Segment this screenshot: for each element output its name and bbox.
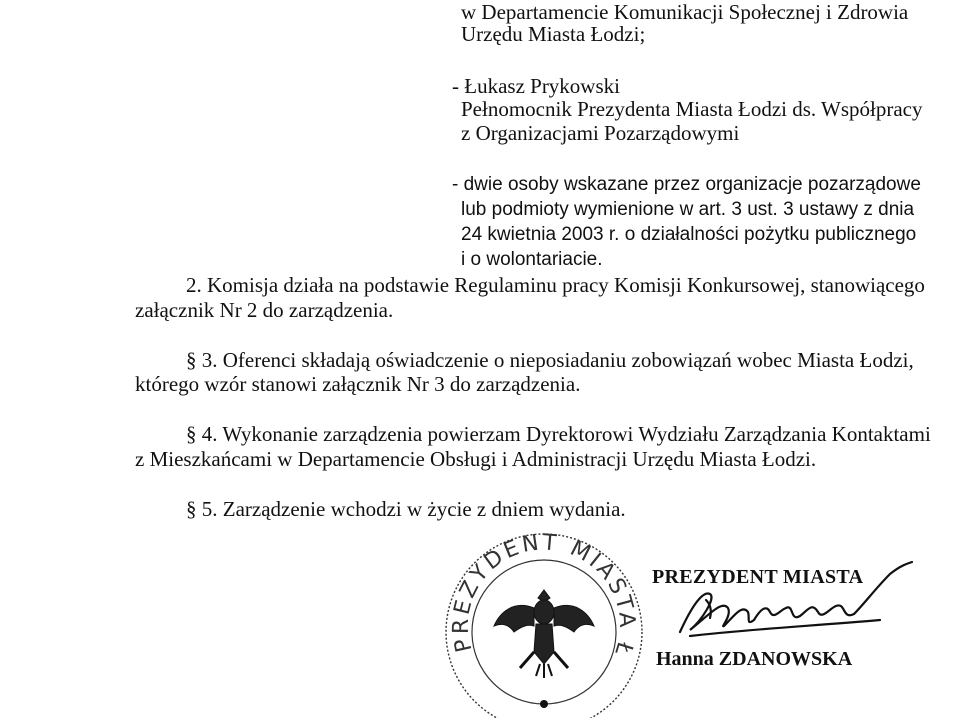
text-line-8: 24 kwietnia 2003 r. o działalności pożytku publicznego [461, 224, 917, 245]
text-line-1: w Departamencie Komunikacji Społecznej i Zdrowia [461, 0, 909, 24]
official-stamp [440, 528, 648, 718]
text-line-6: - dwie osoby wskazane przez organizacje pozarządowe [452, 174, 921, 195]
signature-name: Hanna ZDANOWSKA [656, 648, 853, 670]
text-line-11: załącznik Nr 2 do zarządzenia. [135, 298, 394, 322]
text-line-4: Pełnomocnik Prezydenta Miasta Łodzi ds. Współpracy [461, 97, 923, 121]
text-line-15: z Mieszkańcami w Departamencie Obsługi i Administracji Urzędu Miasta Łodzi. [135, 447, 817, 471]
signature-title: PREZYDENT MIASTA [652, 566, 864, 588]
text-line-2: Urzędu Miasta Łodzi; [461, 22, 646, 46]
stamp-text: PREZYDENT MIASTA Ł [448, 530, 640, 661]
text-line-16: § 5. Zarządzenie wchodzi w życie z dniem wydania. [186, 497, 626, 521]
text-line-9: i o wolontariacie. [461, 249, 603, 270]
stamp-emblem-icon [440, 528, 648, 718]
text-line-5: z Organizacjami Pozarządowymi [461, 121, 740, 145]
text-line-14: § 4. Wykonanie zarządzenia powierzam Dyrektorowi Wydziału Zarządzania Kontaktami [186, 422, 931, 446]
text-line-10: 2. Komisja działa na podstawie Regulaminu pracy Komisji Konkursowej, stanowiącego [186, 273, 925, 297]
text-line-7: lub podmioty wymienione w art. 3 ust. 3 ustawy z dnia [461, 199, 915, 220]
text-line-12: § 3. Oferenci składają oświadczenie o nieposiadaniu zobowiązań wobec Miasta Łodzi, [186, 348, 914, 372]
text-line-13: którego wzór stanowi załącznik Nr 3 do zarządzenia. [135, 372, 581, 396]
text-line-3: - Łukasz Prykowski [452, 74, 620, 98]
